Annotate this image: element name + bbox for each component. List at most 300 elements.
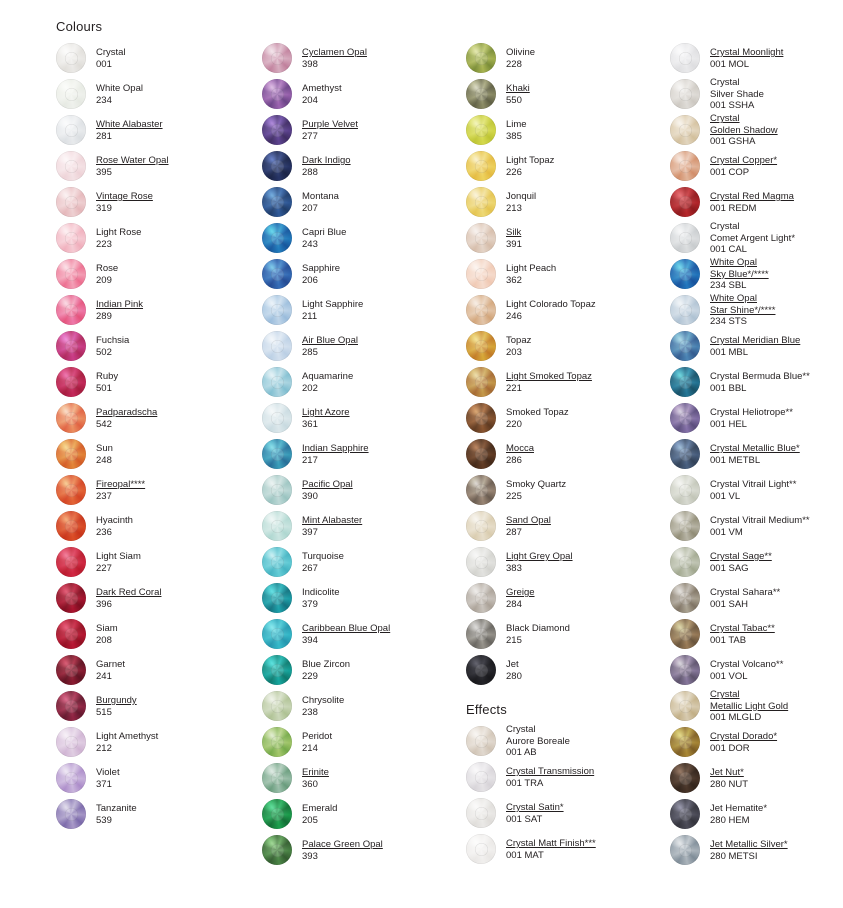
- crystal-stone-swatch: [56, 475, 86, 505]
- colour-labels: [506, 765, 594, 789]
- colour-name[interactable]: Rose Water Opal: [96, 155, 169, 166]
- colour-code: 226: [506, 166, 522, 178]
- colour-item: [466, 580, 661, 616]
- colour-code: 001 VM: [710, 526, 743, 538]
- colour-labels: [302, 154, 351, 178]
- colour-item: [466, 40, 661, 76]
- colour-item: [670, 472, 843, 508]
- colour-labels: [506, 622, 570, 646]
- colour-name: Jet Hematite*: [710, 803, 768, 814]
- colour-code: 223: [96, 238, 112, 250]
- colour-labels: [710, 442, 800, 466]
- crystal-stone-swatch: [466, 403, 496, 433]
- crystal-stone-swatch: [56, 403, 86, 433]
- colour-name[interactable]: Silk: [506, 227, 522, 238]
- crystal-stone-swatch: [262, 367, 292, 397]
- colour-name[interactable]: White Opal: [710, 257, 757, 269]
- colour-labels: [710, 370, 810, 394]
- colour-item: [56, 112, 251, 148]
- colour-name[interactable]: Padparadscha: [96, 407, 158, 418]
- crystal-stone-swatch: [670, 439, 700, 469]
- colour-code: 286: [506, 454, 522, 466]
- crystal-stone-swatch: [670, 259, 700, 289]
- section-title-effects: Effects: [466, 702, 507, 717]
- crystal-stone-swatch: [262, 691, 292, 721]
- crystal-stone-swatch: [670, 115, 700, 145]
- crystal-stone-swatch: [466, 619, 496, 649]
- colour-labels: [506, 334, 531, 358]
- crystal-stone-swatch: [670, 331, 700, 361]
- colour-item: [670, 364, 843, 400]
- crystal-stone-swatch: [466, 79, 496, 109]
- colour-labels: [710, 406, 793, 430]
- colour-name: White Opal: [96, 83, 143, 94]
- colour-labels: [96, 298, 143, 322]
- colour-name: Light Rose: [96, 227, 142, 238]
- colour-labels: [302, 82, 342, 106]
- colour-labels: [302, 118, 358, 142]
- colour-code: 209: [96, 274, 112, 286]
- colour-code: 001 VOL: [710, 670, 748, 682]
- colour-labels: [506, 82, 530, 106]
- colour-name[interactable]: Crystal Matt Finish***: [506, 838, 596, 849]
- colour-item: [262, 364, 457, 400]
- colour-code: 319: [96, 202, 112, 214]
- colour-item: [262, 652, 457, 688]
- colour-labels: [506, 406, 569, 430]
- colour-item: [466, 472, 661, 508]
- colour-item: [670, 508, 843, 544]
- colour-name: Comet Argent Light*: [710, 232, 796, 244]
- colour-code: 284: [506, 598, 522, 610]
- colour-code: 204: [302, 94, 318, 106]
- crystal-stone-swatch: [56, 763, 86, 793]
- colour-code: 001 CAL: [710, 244, 747, 256]
- colour-labels: [710, 802, 767, 826]
- colour-labels: [302, 334, 358, 358]
- colour-name[interactable]: Khaki: [506, 83, 530, 94]
- colour-name[interactable]: Vintage Rose: [96, 191, 153, 202]
- colour-labels: [96, 118, 163, 142]
- colour-name: Aquamarine: [302, 371, 354, 382]
- colour-name: Chrysolite: [302, 695, 345, 706]
- colour-labels: [506, 298, 596, 322]
- colour-name[interactable]: Crystal Dorado*: [710, 731, 778, 742]
- colour-code: 371: [96, 778, 112, 790]
- colour-code: 248: [96, 454, 112, 466]
- crystal-stone-swatch: [262, 331, 292, 361]
- colour-name[interactable]: Star Shine*/****: [710, 304, 776, 316]
- colour-name[interactable]: Golden Shadow: [710, 124, 778, 136]
- colour-code: 215: [506, 634, 522, 646]
- colour-code: 236: [96, 526, 112, 538]
- crystal-stone-swatch: [262, 223, 292, 253]
- colour-name: Light Colorado Topaz: [506, 299, 596, 310]
- colour-name: Amethyst: [302, 83, 342, 94]
- colour-labels: [96, 730, 158, 754]
- crystal-stone-swatch: [670, 835, 700, 865]
- colour-item: [670, 724, 843, 760]
- crystal-stone-swatch: [466, 43, 496, 73]
- crystal-stone-swatch: [56, 439, 86, 469]
- crystal-stone-swatch: [262, 79, 292, 109]
- colour-labels: [506, 478, 566, 502]
- colour-name: Light Topaz: [506, 155, 555, 166]
- colour-code: 229: [302, 670, 318, 682]
- colour-labels: [96, 802, 137, 826]
- colour-item: [466, 436, 661, 472]
- colour-item: [56, 760, 251, 796]
- colour-code: 203: [506, 346, 522, 358]
- colour-item: [262, 184, 457, 220]
- colour-item: [466, 400, 661, 436]
- colour-code: 362: [506, 274, 522, 286]
- colour-item: [56, 616, 251, 652]
- colour-name[interactable]: Greige: [506, 587, 535, 598]
- crystal-stone-swatch: [56, 691, 86, 721]
- colour-name: Tanzanite: [96, 803, 137, 814]
- crystal-stone-swatch: [670, 547, 700, 577]
- colour-name: Crystal: [96, 47, 126, 58]
- colour-item: [262, 616, 457, 652]
- colour-name[interactable]: Metallic Light Gold: [710, 700, 789, 712]
- crystal-stone-swatch: [262, 439, 292, 469]
- colour-name: Turquoise: [302, 551, 344, 562]
- crystal-stone-swatch: [466, 223, 496, 253]
- colour-name: Smoky Quartz: [506, 479, 567, 490]
- colour-name[interactable]: Cyclamen Opal: [302, 47, 367, 58]
- colour-item: [56, 328, 251, 364]
- colour-code: 001 MOL: [710, 58, 750, 70]
- colour-item: [670, 760, 843, 796]
- colour-name: Blue Zircon: [302, 659, 351, 670]
- colour-name[interactable]: White Opal: [710, 293, 757, 305]
- colour-name: Crystal: [710, 77, 740, 89]
- colour-item: [56, 292, 251, 328]
- colour-code: 001 VL: [710, 490, 741, 502]
- colour-code: 221: [506, 382, 522, 394]
- crystal-stone-swatch: [56, 511, 86, 541]
- colour-labels: [710, 514, 810, 538]
- colour-labels: [710, 622, 775, 646]
- colour-labels: [96, 370, 118, 394]
- colour-item: [466, 292, 661, 328]
- colour-name[interactable]: Pacific Opal: [302, 479, 353, 490]
- colour-name: Crystal Volcano**: [710, 659, 784, 670]
- colour-item: [262, 112, 457, 148]
- colour-labels: [710, 766, 748, 790]
- colour-code: 542: [96, 418, 112, 430]
- colour-item: [670, 652, 843, 688]
- colour-code: 287: [506, 526, 522, 538]
- colour-labels: [96, 154, 169, 178]
- colour-labels: [710, 256, 769, 292]
- colour-item: [262, 832, 457, 868]
- colour-name[interactable]: Dark Indigo: [302, 155, 351, 166]
- colour-name: Hyacinth: [96, 515, 133, 526]
- colour-labels: [302, 766, 329, 790]
- colour-name[interactable]: Indian Sapphire: [302, 443, 369, 454]
- colour-code: 001 COP: [710, 166, 750, 178]
- colour-name[interactable]: White Alabaster: [96, 119, 163, 130]
- colour-item: [56, 472, 251, 508]
- colour-name: Crystal Bermuda Blue**: [710, 371, 810, 382]
- crystal-stone-swatch: [466, 583, 496, 613]
- colour-code: 502: [96, 346, 112, 358]
- colour-code: 001 GSHA: [710, 136, 756, 148]
- colour-labels: [96, 550, 141, 574]
- colour-labels: [506, 370, 592, 394]
- colour-name: Crystal Vitrail Light**: [710, 479, 797, 490]
- colour-item: [56, 508, 251, 544]
- colour-labels: [302, 370, 353, 394]
- crystal-stone-swatch: [466, 798, 496, 828]
- colour-item: [466, 364, 661, 400]
- colour-name: Aurore Boreale: [506, 735, 570, 747]
- crystal-stone-swatch: [670, 223, 700, 253]
- colour-name[interactable]: Crystal Moonlight: [710, 47, 784, 58]
- colour-name[interactable]: Light Smoked Topaz: [506, 371, 592, 382]
- colour-item: [56, 796, 251, 832]
- colour-name[interactable]: Palace Green Opal: [302, 839, 383, 850]
- crystal-stone-swatch: [262, 115, 292, 145]
- colour-name: Topaz: [506, 335, 532, 346]
- colour-item: [670, 688, 843, 724]
- colour-name: Light Peach: [506, 263, 557, 274]
- colour-labels: [96, 514, 133, 538]
- colour-name[interactable]: Jet Nut*: [710, 767, 744, 778]
- colour-labels: [710, 112, 778, 148]
- colour-code: 001 DOR: [710, 742, 750, 754]
- colour-name[interactable]: Light Azore: [302, 407, 350, 418]
- colour-item: [670, 328, 843, 364]
- crystal-stone-swatch: [262, 583, 292, 613]
- crystal-stone-swatch: [56, 187, 86, 217]
- crystal-stone-swatch: [262, 655, 292, 685]
- colour-labels: [506, 190, 536, 214]
- colour-labels: [96, 46, 126, 70]
- colour-code: 217: [302, 454, 318, 466]
- crystal-stone-swatch: [56, 259, 86, 289]
- crystal-stone-swatch: [670, 295, 700, 325]
- colour-name[interactable]: Light Grey Opal: [506, 551, 573, 562]
- colour-code: 214: [302, 742, 318, 754]
- colour-labels: [302, 298, 363, 322]
- crystal-stone-swatch: [262, 547, 292, 577]
- colour-code: 208: [96, 634, 112, 646]
- colour-labels: [302, 226, 346, 250]
- crystal-stone-swatch: [670, 475, 700, 505]
- colour-name[interactable]: Crystal Transmission: [506, 766, 595, 777]
- colour-name[interactable]: Air Blue Opal: [302, 335, 358, 346]
- colour-labels: [506, 514, 551, 538]
- colour-item: [466, 76, 661, 112]
- crystal-stone-swatch: [56, 331, 86, 361]
- colour-name[interactable]: Mocca: [506, 443, 534, 454]
- crystal-stone-swatch: [466, 295, 496, 325]
- colour-item: [262, 400, 457, 436]
- colour-code: 398: [302, 58, 318, 70]
- colour-item: [466, 795, 661, 831]
- colour-code: 211: [302, 310, 318, 322]
- colour-name[interactable]: Dark Red Coral: [96, 587, 162, 598]
- colour-labels: [710, 838, 788, 862]
- colour-code: 237: [96, 490, 112, 502]
- colour-code: 360: [302, 778, 318, 790]
- colour-code: 001 TRA: [506, 777, 544, 789]
- crystal-stone-swatch: [56, 151, 86, 181]
- crystal-stone-swatch: [56, 727, 86, 757]
- colour-name: Garnet: [96, 659, 126, 670]
- colour-name: Light Siam: [96, 551, 141, 562]
- colour-name[interactable]: Mint Alabaster: [302, 515, 363, 526]
- colour-item: [56, 184, 251, 220]
- colour-code: 390: [302, 490, 318, 502]
- colour-name[interactable]: Burgundy: [96, 695, 137, 706]
- crystal-stone-swatch: [56, 367, 86, 397]
- crystal-stone-swatch: [466, 547, 496, 577]
- colour-name[interactable]: Crystal: [710, 689, 740, 701]
- colour-labels: [710, 46, 783, 70]
- colour-name: Peridot: [302, 731, 333, 742]
- section-title-colours: Colours: [56, 19, 103, 34]
- crystal-stone-swatch: [466, 115, 496, 145]
- crystal-stone-swatch: [670, 151, 700, 181]
- colour-name[interactable]: Caribbean Blue Opal: [302, 623, 391, 634]
- crystal-stone-swatch: [262, 259, 292, 289]
- colour-name[interactable]: Purple Velvet: [302, 119, 358, 130]
- colour-name[interactable]: Crystal: [710, 113, 740, 125]
- colour-name: Light Sapphire: [302, 299, 364, 310]
- colour-name: Black Diamond: [506, 623, 570, 634]
- colour-item: [466, 723, 661, 759]
- colour-labels: [302, 406, 350, 430]
- colour-item: [56, 364, 251, 400]
- crystal-stone-swatch: [466, 331, 496, 361]
- colour-code: 393: [302, 850, 318, 862]
- colour-labels: [710, 658, 783, 682]
- colour-labels: [96, 766, 120, 790]
- colour-item: [262, 436, 457, 472]
- colour-name: Crystal Heliotrope**: [710, 407, 793, 418]
- crystal-stone-swatch: [466, 259, 496, 289]
- colour-item: [56, 256, 251, 292]
- colour-name: Sun: [96, 443, 113, 454]
- colour-item: [262, 256, 457, 292]
- colour-item: [466, 256, 661, 292]
- colour-code: 234 STS: [710, 316, 747, 328]
- colour-code: 280 NUT: [710, 778, 749, 790]
- colour-name: Olivine: [506, 47, 536, 58]
- colour-code: 206: [302, 274, 318, 286]
- colour-name: Lime: [506, 119, 527, 130]
- colour-name[interactable]: Indian Pink: [96, 299, 144, 310]
- colour-name[interactable]: Sky Blue*/****: [710, 268, 769, 280]
- colour-name[interactable]: Crystal Satin*: [506, 802, 564, 813]
- crystal-stone-swatch: [56, 619, 86, 649]
- colour-item: [56, 580, 251, 616]
- crystal-stone-swatch: [466, 439, 496, 469]
- colour-labels: [302, 514, 362, 538]
- colour-name[interactable]: Jet Metallic Silver*: [710, 839, 788, 850]
- colour-code: 396: [96, 598, 112, 610]
- colour-item: [262, 292, 457, 328]
- colour-name: Sapphire: [302, 263, 341, 274]
- crystal-stone-swatch: [466, 655, 496, 685]
- colour-labels: [96, 334, 129, 358]
- colour-name[interactable]: Crystal Tabac**: [710, 623, 775, 634]
- colour-item: [262, 148, 457, 184]
- colour-code: 213: [506, 202, 522, 214]
- colour-item: [56, 76, 251, 112]
- crystal-stone-swatch: [466, 834, 496, 864]
- colour-item: [466, 508, 661, 544]
- colour-item: [466, 112, 661, 148]
- colour-item: [262, 760, 457, 796]
- colour-name[interactable]: Erinite: [302, 767, 329, 778]
- colour-name[interactable]: Crystal Meridian Blue: [710, 335, 801, 346]
- crystal-stone-swatch: [56, 43, 86, 73]
- colour-name[interactable]: Crystal Metallic Blue*: [710, 443, 800, 454]
- colour-code: 246: [506, 310, 522, 322]
- colour-column-1: [56, 40, 251, 832]
- colour-code: 001: [96, 58, 112, 70]
- colour-code: 397: [302, 526, 318, 538]
- colour-labels: [710, 76, 764, 112]
- crystal-stone-swatch: [56, 583, 86, 613]
- crystal-stone-swatch: [262, 151, 292, 181]
- crystal-stone-swatch: [466, 475, 496, 505]
- colour-code: 001 MBL: [710, 346, 749, 358]
- colour-name[interactable]: Crystal Sage**: [710, 551, 772, 562]
- crystal-stone-swatch: [466, 187, 496, 217]
- colour-labels: [96, 82, 143, 106]
- colour-code: 001 MAT: [506, 849, 544, 861]
- crystal-stone-swatch: [262, 835, 292, 865]
- colour-name[interactable]: Crystal Red Magma: [710, 191, 794, 202]
- crystal-stone-swatch: [670, 799, 700, 829]
- colour-labels: [710, 154, 777, 178]
- colour-code: 379: [302, 598, 318, 610]
- crystal-stone-swatch: [670, 763, 700, 793]
- colour-item: [670, 436, 843, 472]
- colour-item: [262, 40, 457, 76]
- colour-name: Siam: [96, 623, 118, 634]
- colour-name: Smoked Topaz: [506, 407, 569, 418]
- colour-name[interactable]: Fireopal****: [96, 479, 146, 490]
- colour-name: Crystal: [506, 724, 536, 736]
- colour-code: 383: [506, 562, 522, 574]
- colour-name[interactable]: Sand Opal: [506, 515, 551, 526]
- crystal-stone-swatch: [56, 799, 86, 829]
- colour-item: [56, 220, 251, 256]
- colour-item: [670, 184, 843, 220]
- colour-code: 267: [302, 562, 318, 574]
- colour-item: [466, 759, 661, 795]
- colour-code: 220: [506, 418, 522, 430]
- colour-labels: [506, 226, 522, 250]
- colour-item: [670, 832, 843, 868]
- colour-name[interactable]: Crystal Copper*: [710, 155, 778, 166]
- crystal-stone-swatch: [262, 295, 292, 325]
- colour-code: 202: [302, 382, 318, 394]
- colour-labels: [506, 801, 564, 825]
- colour-item: [466, 328, 661, 364]
- colour-item: [670, 616, 843, 652]
- colour-labels: [506, 723, 570, 759]
- colour-code: 205: [302, 814, 318, 826]
- crystal-stone-swatch: [670, 655, 700, 685]
